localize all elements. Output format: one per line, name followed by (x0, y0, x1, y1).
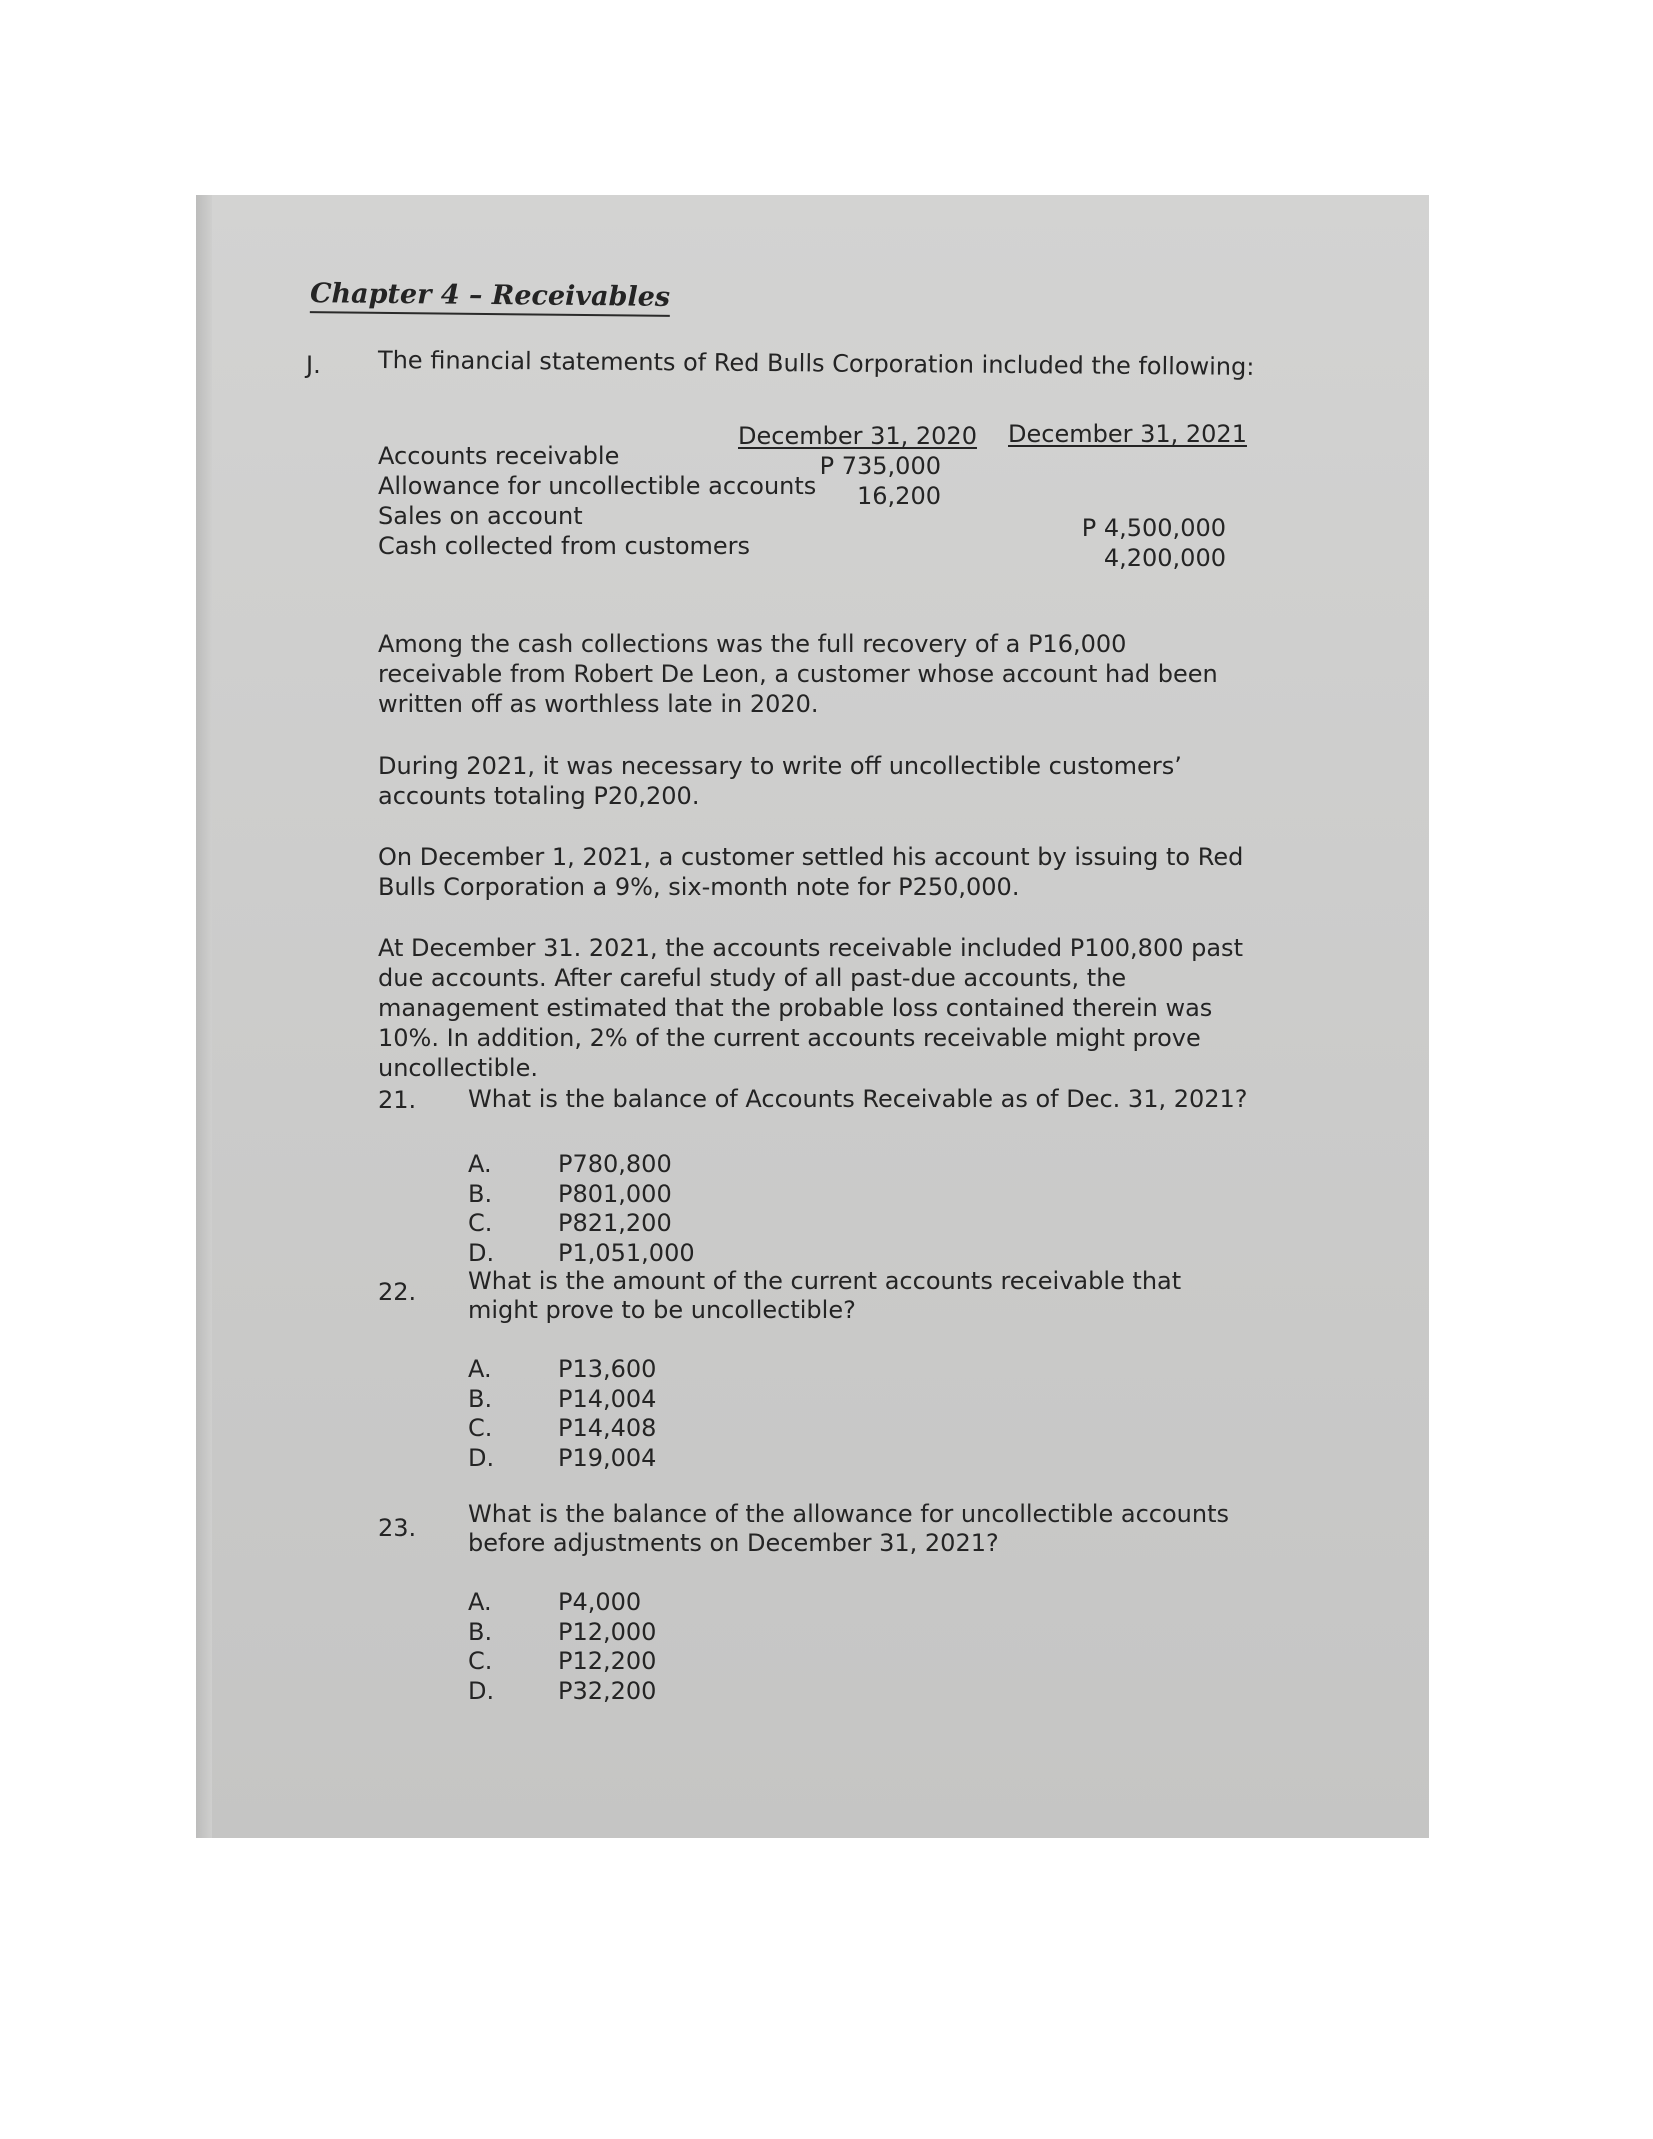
question-text: What is the amount of the current accounts receivable that might prove to be uncollectible? (468, 1267, 1182, 1324)
value-2021-cash-collected: 4,200,000 (1103, 544, 1226, 572)
choice-c[interactable] (468, 1647, 656, 1677)
value-2020-accounts-receivable: P 735,000 (819, 452, 941, 480)
choice-d[interactable] (468, 1677, 656, 1707)
value-2020-allowance: 16,200 (857, 482, 941, 510)
column-header-2021: December 31, 2021 (1008, 420, 1247, 448)
choice-list (468, 1355, 656, 1473)
choice-value: P821,200 (558, 1209, 672, 1237)
choice-value: P12,200 (558, 1647, 657, 1675)
choice-d[interactable] (468, 1239, 695, 1269)
choice-letter: D. (468, 1443, 495, 1472)
document-page (196, 195, 1429, 1838)
choice-b[interactable] (468, 1618, 656, 1648)
choice-value: P1,051,000 (558, 1238, 695, 1267)
choice-list (468, 1150, 695, 1268)
choice-value: P780,800 (558, 1150, 672, 1178)
choice-letter: D. (468, 1238, 495, 1267)
row-label-accounts-receivable: Accounts receivable (378, 442, 620, 470)
choice-a[interactable] (468, 1150, 695, 1180)
choice-value: P32,200 (558, 1676, 657, 1705)
choice-c[interactable] (468, 1209, 695, 1239)
choice-value: P19,004 (558, 1443, 657, 1472)
choice-a[interactable] (468, 1588, 656, 1618)
row-label-allowance: Allowance for uncollectible accounts (378, 472, 817, 500)
problem-label: J. (306, 351, 321, 379)
paragraph-recovery: Among the cash collections was the full recovery of a P16,000 receivable from Robert De Leon, a customer whose account had been written off as worthless late in 2020. (378, 630, 1218, 718)
paragraph-write-off: During 2021, it was necessary to write off uncollectible customers’ accounts totaling P20,200. (378, 752, 1182, 810)
choice-letter: C. (468, 1414, 493, 1442)
value-2021-sales-on-account: P 4,500,000 (1081, 514, 1226, 542)
intro-text: The financial statements of Red Bulls Corporation included the following: (377, 346, 1255, 381)
choice-letter: C. (468, 1647, 493, 1675)
question-number: 23. (378, 1514, 417, 1542)
choice-value: P801,000 (558, 1179, 672, 1208)
choice-value: P12,000 (558, 1617, 657, 1646)
choice-letter: B. (468, 1384, 493, 1413)
choice-value: P4,000 (558, 1588, 642, 1616)
choice-letter: C. (468, 1209, 493, 1237)
chapter-title: Chapter 4 – Receivables (310, 278, 670, 317)
choice-letter: A. (468, 1588, 492, 1616)
choice-value: P14,004 (558, 1384, 657, 1413)
choice-value: P14,408 (558, 1414, 657, 1442)
choice-list (468, 1588, 656, 1706)
choice-letter: D. (468, 1676, 495, 1705)
choice-c[interactable] (468, 1414, 656, 1444)
question-text: What is the balance of the allowance for uncollectible accounts before adjustments on December 31, 2021? (468, 1500, 1229, 1557)
question-number: 21. (378, 1086, 417, 1114)
question-number: 22. (378, 1278, 417, 1306)
choice-d[interactable] (468, 1444, 656, 1474)
question-text: What is the balance of Accounts Receivable as of Dec. 31, 2021? (468, 1085, 1248, 1113)
choice-b[interactable] (468, 1180, 695, 1210)
row-label-sales-on-account: Sales on account (378, 502, 583, 530)
choice-b[interactable] (468, 1385, 656, 1415)
paragraph-past-due: At December 31. 2021, the accounts receivable included P100,800 past due accounts. After careful study of all past-due accounts, the management estimated that the probable loss contained therein was 10%. In addition, 2% of the current accounts receivable might prove uncollectible. (378, 934, 1243, 1082)
choice-letter: B. (468, 1617, 493, 1646)
choice-value: P13,600 (558, 1355, 657, 1383)
paragraph-note: On December 1, 2021, a customer settled his account by issuing to Red Bulls Corporation a 9%, six-month note for P250,000. (378, 843, 1244, 901)
choice-letter: A. (468, 1150, 492, 1178)
row-label-cash-collected: Cash collected from customers (378, 532, 751, 560)
choice-letter: A. (468, 1355, 492, 1383)
choice-a[interactable] (468, 1355, 656, 1385)
choice-letter: B. (468, 1179, 493, 1208)
column-header-2020: December 31, 2020 (738, 422, 977, 450)
